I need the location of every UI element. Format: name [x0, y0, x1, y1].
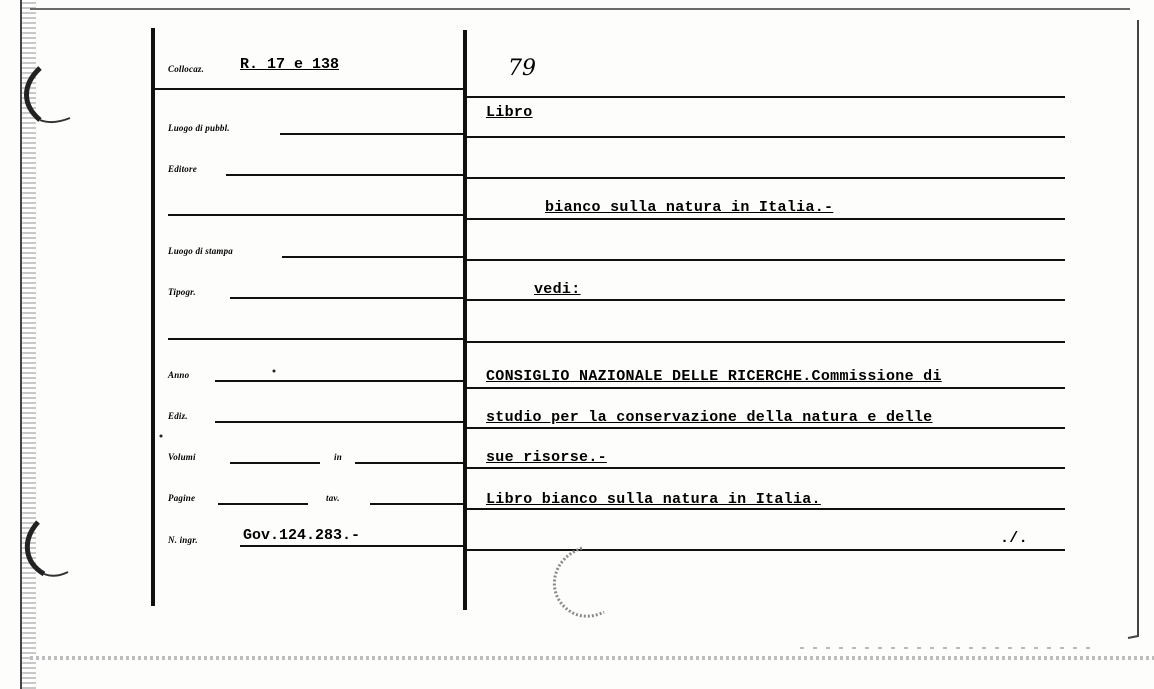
binder-hole-bottom — [27, 522, 44, 574]
collocazione-label: Collocaz. — [168, 64, 205, 74]
text-line-author-1: CONSIGLIO NAZIONALE DELLE RICERCHE.Commissione di — [486, 368, 942, 385]
text-line-title: Libro — [486, 104, 533, 121]
binder-hole-top-tail — [40, 118, 70, 122]
text-line-see: vedi: — [534, 281, 581, 298]
n-ingr-label: N. ingr. — [168, 535, 198, 545]
anno-label: Anno — [168, 370, 190, 380]
ediz-label: Ediz. — [168, 411, 188, 421]
pagine-label: Pagine — [168, 493, 196, 503]
tipogr-label: Tipogr. — [168, 287, 196, 297]
binder-hole-bottom-tail — [44, 572, 68, 576]
right-edge-bracket — [1128, 20, 1138, 638]
binder-hole-top — [27, 68, 41, 120]
text-line-author-3: sue risorse.- — [486, 449, 607, 466]
pagine-tav-label: tav. — [326, 493, 340, 503]
volumi-label: Volumi — [168, 452, 196, 462]
ink-dot-2 — [160, 435, 163, 438]
text-line-reference-title: Libro bianco sulla natura in Italia. — [486, 491, 821, 508]
luogo-stampa-label: Luogo di stampa — [168, 246, 234, 256]
ink-dot-1 — [273, 370, 276, 373]
handwritten-number: 79 — [508, 56, 536, 81]
smudge-mark — [554, 548, 604, 616]
collocazione-value: R. 17 e 138 — [240, 56, 340, 73]
text-line-title-cont: bianco sulla natura in Italia.- — [545, 199, 834, 216]
editore-label: Editore — [168, 164, 197, 174]
luogo-pubbl-label: Luogo di pubbl. — [168, 123, 230, 133]
volumi-in-label: in — [334, 452, 342, 462]
text-line-continuation: ./. — [1000, 530, 1028, 547]
text-line-author-2: studio per la conservazione della natura e delle — [486, 409, 933, 426]
n-ingr-value: Gov.124.283.- — [243, 527, 361, 544]
